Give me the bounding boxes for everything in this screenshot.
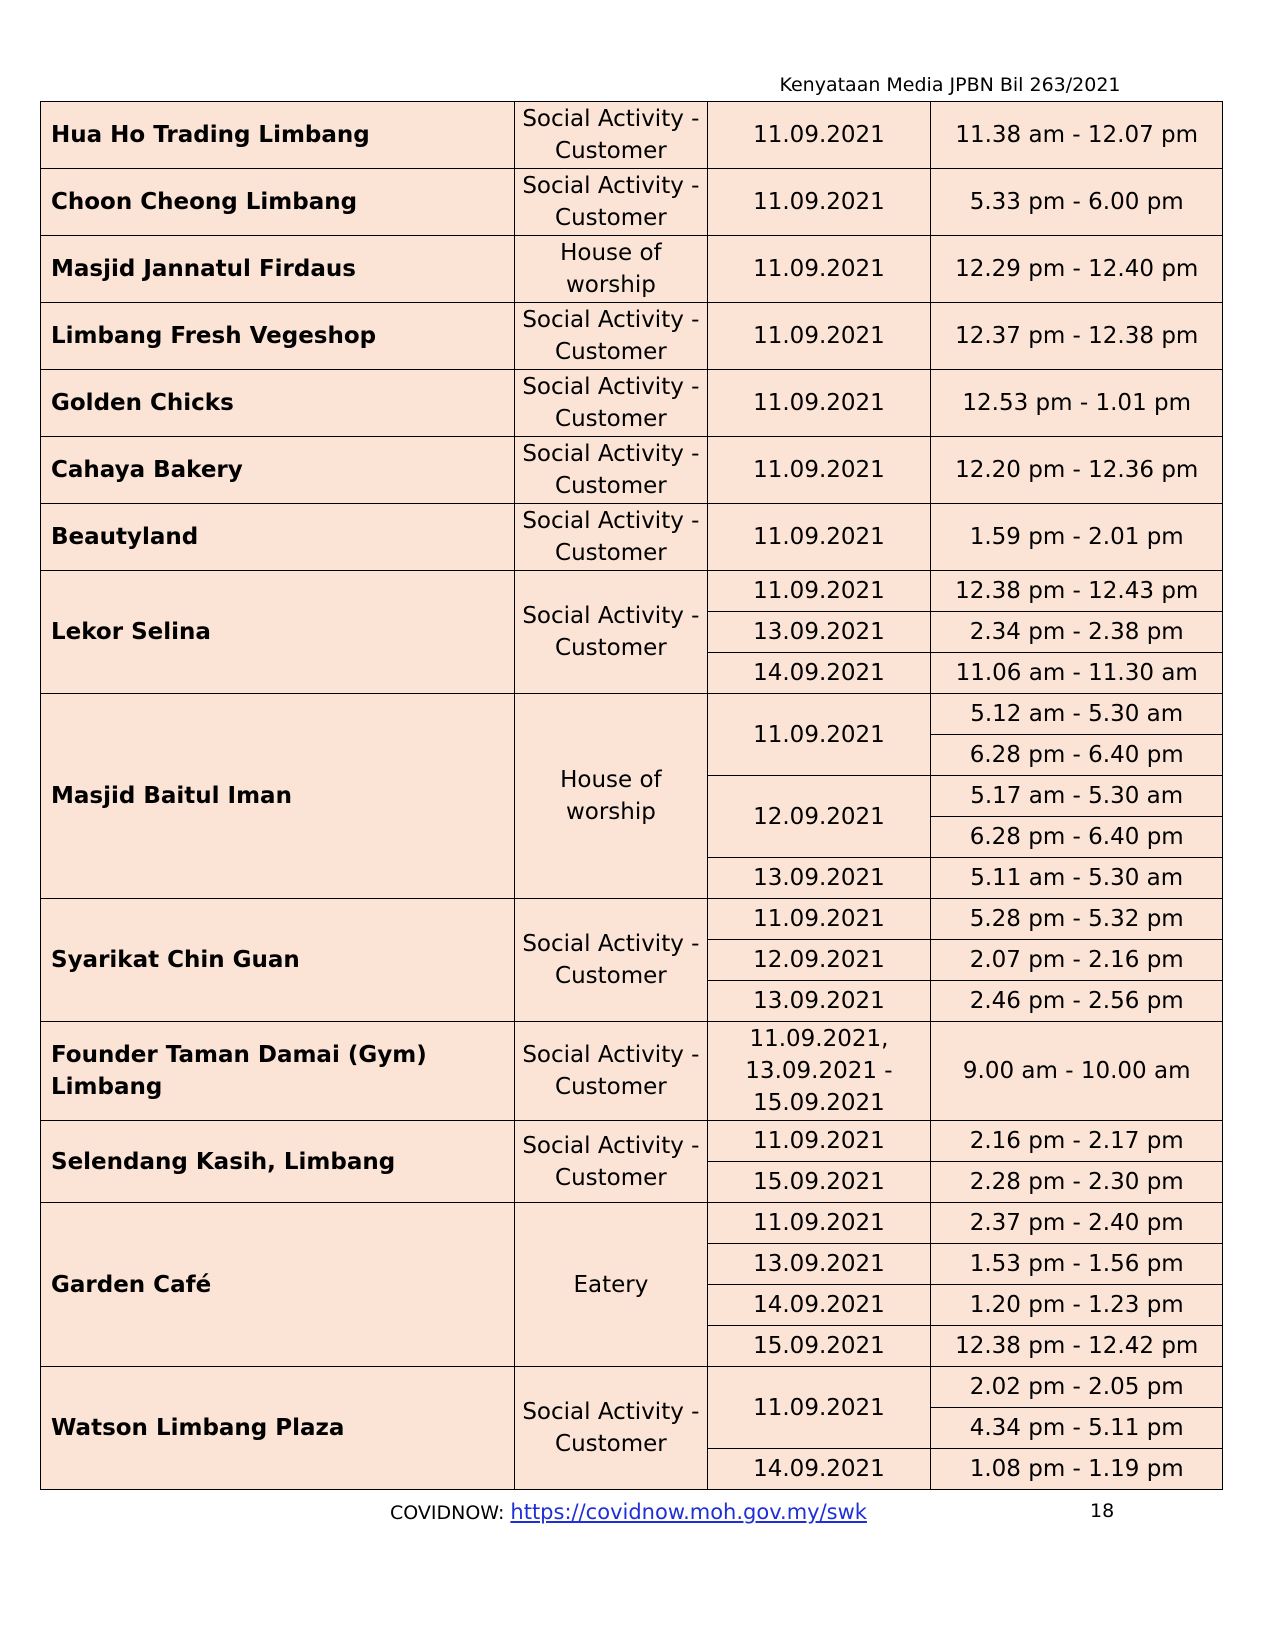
venue-category: Social Activity - Customer: [515, 504, 707, 571]
visit-date: 12.09.2021: [707, 940, 931, 981]
visit-date: 11.09.2021: [707, 303, 931, 370]
venue-name: Beautyland: [41, 504, 515, 571]
visit-date: 15.09.2021: [707, 1326, 931, 1367]
venue-category: Social Activity - Customer: [515, 1121, 707, 1203]
visit-date: 11.09.2021: [707, 899, 931, 940]
venue-category: Social Activity - Customer: [515, 303, 707, 370]
page-number: 18: [1090, 1500, 1115, 1522]
table-row: [41, 437, 1223, 504]
visit-time: 2.37 pm - 2.40 pm: [931, 1203, 1223, 1244]
covidnow-reference: [390, 1500, 867, 1524]
visit-time: 12.29 pm - 12.40 pm: [931, 236, 1223, 303]
visit-time: 2.46 pm - 2.56 pm: [931, 981, 1223, 1022]
visit-time: 1.59 pm - 2.01 pm: [931, 504, 1223, 571]
venue-name: Founder Taman Damai (Gym) Limbang: [41, 1022, 515, 1121]
visit-time: 9.00 am - 10.00 am: [931, 1022, 1223, 1121]
visit-date: 11.09.2021: [707, 1121, 931, 1162]
exposure-venues-table: [40, 101, 1223, 1490]
visit-time: 12.38 pm - 12.42 pm: [931, 1326, 1223, 1367]
venue-category: Social Activity - Customer: [515, 899, 707, 1022]
visit-date: 12.09.2021: [707, 776, 931, 858]
visit-date: 13.09.2021: [707, 858, 931, 899]
visit-time: 12.20 pm - 12.36 pm: [931, 437, 1223, 504]
venue-name: Masjid Jannatul Firdaus: [41, 236, 515, 303]
visit-date: 11.09.2021: [707, 370, 931, 437]
visit-time: 12.38 pm - 12.43 pm: [931, 571, 1223, 612]
venue-name: Garden Café: [41, 1203, 515, 1367]
covidnow-link[interactable]: https://covidnow.moh.gov.my/swk: [510, 1500, 867, 1524]
table-row: [41, 303, 1223, 370]
visit-time: 5.17 am - 5.30 am: [931, 776, 1223, 817]
venue-category: Social Activity - Customer: [515, 571, 707, 694]
table-row: [41, 1022, 1223, 1121]
visit-date: 11.09.2021: [707, 571, 931, 612]
visit-time: 5.33 pm - 6.00 pm: [931, 169, 1223, 236]
visit-date: 13.09.2021: [707, 1244, 931, 1285]
venue-category: Social Activity - Customer: [515, 169, 707, 236]
covidnow-label: COVIDNOW:: [390, 1502, 511, 1524]
visit-date: 11.09.2021: [707, 1203, 931, 1244]
visit-time: 1.53 pm - 1.56 pm: [931, 1244, 1223, 1285]
table-row: [41, 1367, 1223, 1408]
venue-name: Watson Limbang Plaza: [41, 1367, 515, 1490]
visit-time: 12.37 pm - 12.38 pm: [931, 303, 1223, 370]
visit-time: 5.12 am - 5.30 am: [931, 694, 1223, 735]
venue-category: House of worship: [515, 694, 707, 899]
visit-date: 11.09.2021: [707, 236, 931, 303]
visit-time: 2.34 pm - 2.38 pm: [931, 612, 1223, 653]
table-row: [41, 899, 1223, 940]
table-row: [41, 1203, 1223, 1244]
venue-name: Cahaya Bakery: [41, 437, 515, 504]
venue-category: Eatery: [515, 1203, 707, 1367]
venue-name: Choon Cheong Limbang: [41, 169, 515, 236]
visit-date: 11.09.2021: [707, 694, 931, 776]
visit-date: 11.09.2021: [707, 437, 931, 504]
venue-name: Lekor Selina: [41, 571, 515, 694]
venue-name: Limbang Fresh Vegeshop: [41, 303, 515, 370]
table-row: [41, 102, 1223, 169]
visit-time: 2.16 pm - 2.17 pm: [931, 1121, 1223, 1162]
visit-date: 13.09.2021: [707, 981, 931, 1022]
visit-date: 14.09.2021: [707, 653, 931, 694]
table-row: [41, 504, 1223, 571]
venue-name: Golden Chicks: [41, 370, 515, 437]
visit-date: 14.09.2021: [707, 1449, 931, 1490]
table-row: [41, 236, 1223, 303]
visit-date: 14.09.2021: [707, 1285, 931, 1326]
venue-category: Social Activity - Customer: [515, 437, 707, 504]
visit-time: 5.11 am - 5.30 am: [931, 858, 1223, 899]
visit-date: 11.09.2021: [707, 102, 931, 169]
venue-name: Syarikat Chin Guan: [41, 899, 515, 1022]
visit-time: 12.53 pm - 1.01 pm: [931, 370, 1223, 437]
table-row: [41, 694, 1223, 735]
venue-category: Social Activity - Customer: [515, 102, 707, 169]
venue-category: House of worship: [515, 236, 707, 303]
table-row: [41, 169, 1223, 236]
visit-time: 5.28 pm - 5.32 pm: [931, 899, 1223, 940]
venue-category: Social Activity - Customer: [515, 370, 707, 437]
document-header: Kenyataan Media JPBN Bil 263/2021: [779, 74, 1121, 96]
visit-time: 1.08 pm - 1.19 pm: [931, 1449, 1223, 1490]
visit-time: 2.28 pm - 2.30 pm: [931, 1162, 1223, 1203]
venue-name: Masjid Baitul Iman: [41, 694, 515, 899]
visit-time: 1.20 pm - 1.23 pm: [931, 1285, 1223, 1326]
table-row: [41, 1121, 1223, 1162]
visit-time: 2.02 pm - 2.05 pm: [931, 1367, 1223, 1408]
venue-category: Social Activity - Customer: [515, 1367, 707, 1490]
visit-date: 13.09.2021: [707, 612, 931, 653]
visit-time: 11.06 am - 11.30 am: [931, 653, 1223, 694]
visit-time: 6.28 pm - 6.40 pm: [931, 735, 1223, 776]
visit-date: 11.09.2021: [707, 169, 931, 236]
visit-date: 11.09.2021: [707, 504, 931, 571]
visit-time: 2.07 pm - 2.16 pm: [931, 940, 1223, 981]
visit-date: 15.09.2021: [707, 1162, 931, 1203]
venue-name: Hua Ho Trading Limbang: [41, 102, 515, 169]
venue-name: Selendang Kasih, Limbang: [41, 1121, 515, 1203]
visit-time: 6.28 pm - 6.40 pm: [931, 817, 1223, 858]
page-footer: [0, 1500, 1275, 1530]
visit-time: 11.38 am - 12.07 pm: [931, 102, 1223, 169]
visit-date: 11.09.2021: [707, 1367, 931, 1449]
visit-time: 4.34 pm - 5.11 pm: [931, 1408, 1223, 1449]
visit-date: 11.09.2021, 13.09.2021 - 15.09.2021: [707, 1022, 931, 1121]
table-row: [41, 370, 1223, 437]
venue-category: Social Activity - Customer: [515, 1022, 707, 1121]
table-row: [41, 571, 1223, 612]
